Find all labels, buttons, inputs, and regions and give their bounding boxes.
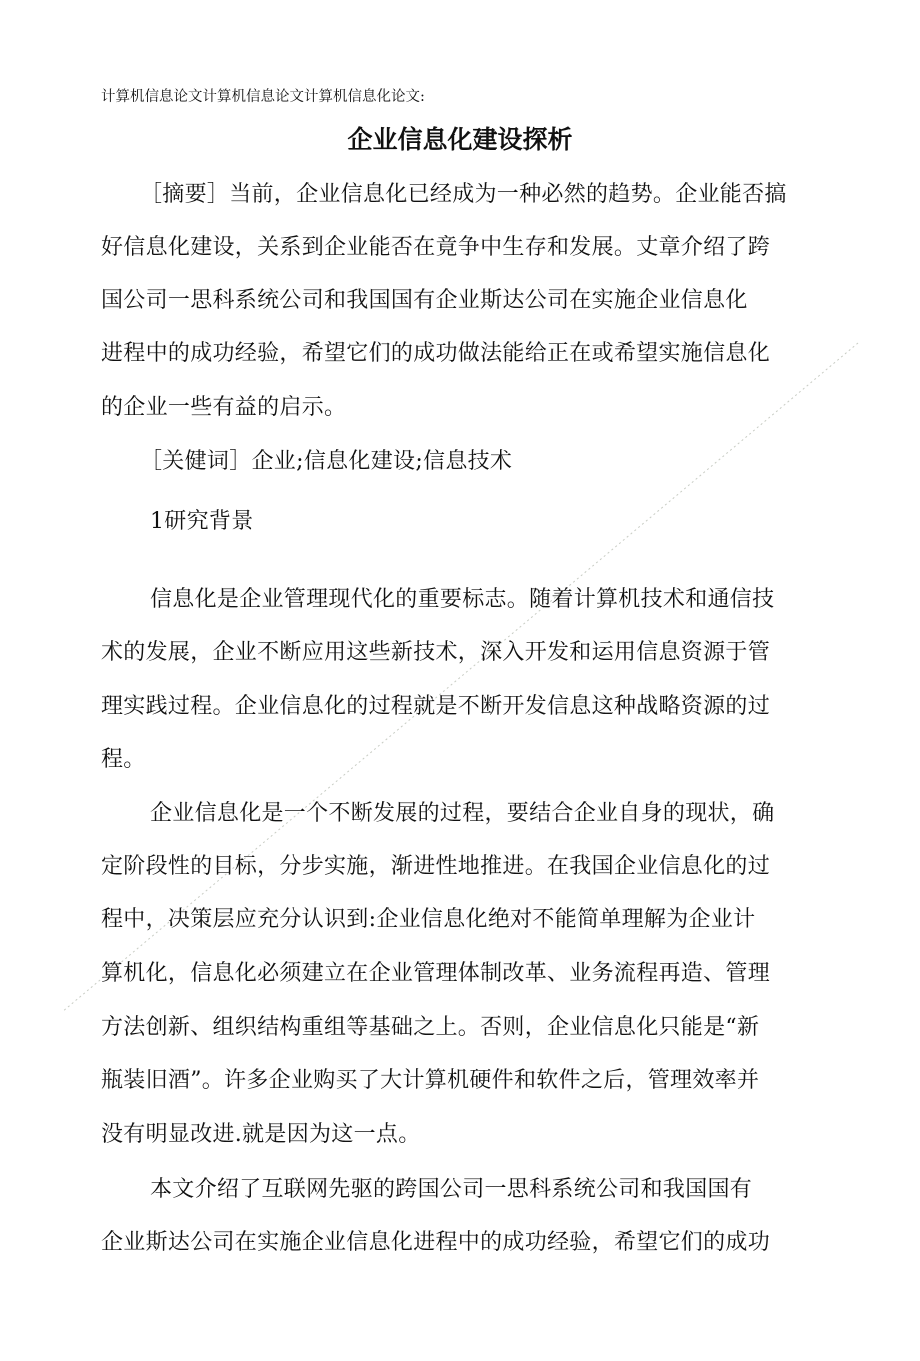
paragraph-line: 本文介绍了互联网先驱的跨国公司一思科系统公司和我国国有: [150, 1177, 753, 1202]
paragraph-line: 算机化，信息化必须建立在企业管理体制改革、业务流程再造、管理: [101, 961, 771, 986]
keywords: ［关健词］企业;信息化建设;信息技术: [140, 449, 513, 474]
paragraph-line: 理实践过程。企业信息化的过程就是不断开发信息这种战略资源的过: [101, 694, 771, 719]
paragraph-line: 瓶装旧酒”。许多企业购买了大计算机硬件和软件之后，管理效率并: [101, 1068, 760, 1093]
abstract-line: 好信息化建设，关系到企业能否在竟争中生存和发展。丈章介绍了跨: [101, 235, 771, 260]
abstract-line: 的企业一些有益的启示。: [101, 395, 347, 420]
paragraph-line: 没有明显改进.就是因为这一点。: [101, 1122, 421, 1147]
abstract-line: ［摘要］当前，企业信息化已经成为一种必然的趋势。企业能否搞: [140, 182, 787, 207]
paragraph-line: 方法创新、组织结构重组等基础之上。否则，企业信息化只能是“新: [101, 1015, 760, 1040]
paragraph-line: 信息化是企业管理现代化的重要标志。随着计算机技术和通信技: [150, 587, 775, 612]
document-header: 计算机信息论文计算机信息论文计算机信息化论文:: [101, 89, 425, 105]
abstract-line: 国公司一思科系统公司和我国国有企业斯达公司在实施企业信息化: [101, 288, 748, 313]
paragraph-line: 企业信息化是一个不断发展的过程，要结合企业自身的现状，确: [150, 801, 775, 826]
document-title: 企业信息化建设探析: [347, 125, 573, 154]
paragraph-line: 定阶段性的目标，分步实施，渐进性地推进。在我国企业信息化的过: [101, 854, 771, 879]
paragraph-line: 企业斯达公司在实施企业信息化进程中的成功经验，希望它们的成功: [101, 1230, 771, 1255]
section-heading: 1研究背景: [150, 509, 254, 534]
paragraph-line: 程。: [101, 747, 146, 772]
paragraph-line: 程中，决策层应充分认识到:企业信息化绝对不能简单理解为企业计: [101, 907, 756, 932]
paragraph-line: 术的发展，企业不断应用这些新技术，深入开发和运用信息资源于管: [101, 640, 771, 665]
abstract-line: 进程中的成功经验，希望它们的成功做法能给正在或希望实施信息化: [101, 341, 771, 366]
